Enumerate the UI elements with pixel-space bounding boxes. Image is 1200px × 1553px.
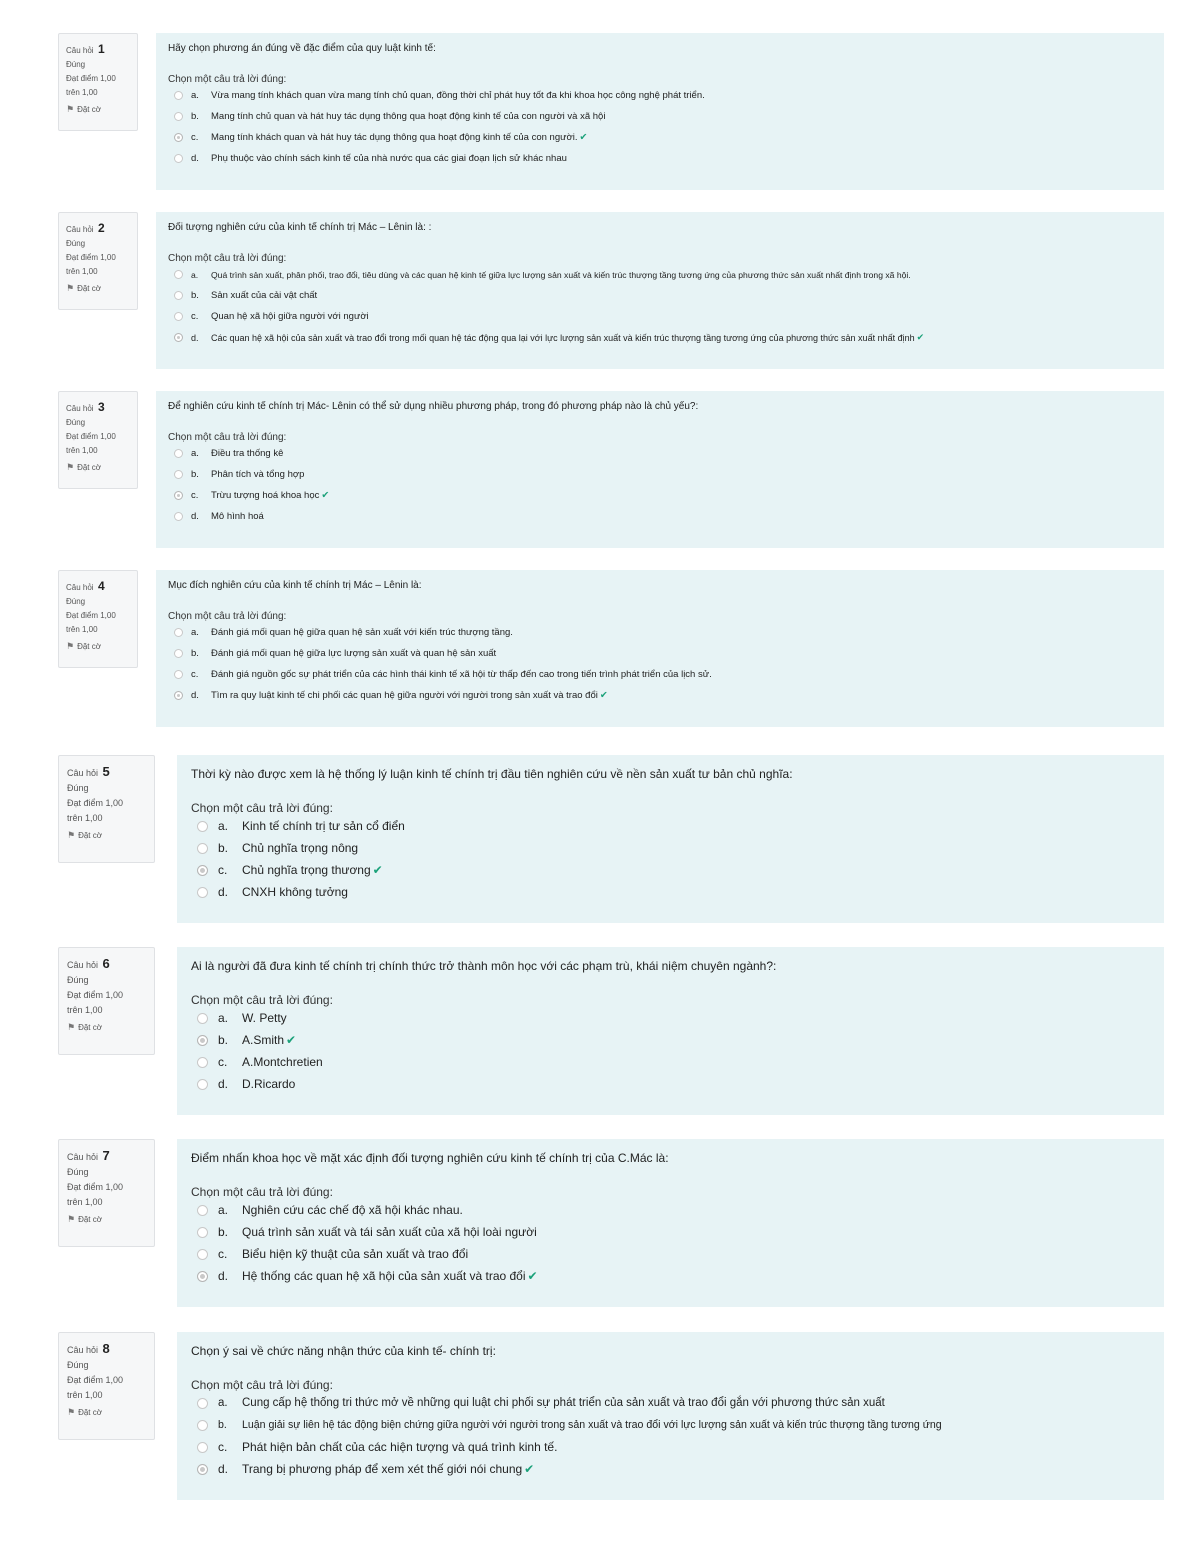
question-score: Đạt điểm 1,00 [66,432,116,441]
answer-text: Quan hệ xã hội giữa người với người [211,311,369,322]
answer-letter: a. [191,448,199,459]
answer-text: Mô hình hoá [211,511,264,522]
answer-list [168,622,1152,706]
answer-letter: d. [191,153,199,164]
answer-option[interactable] [168,506,1152,527]
answer-option[interactable] [191,1051,1150,1073]
flag-label: Đặt cờ [78,1408,102,1417]
answer-text: Biểu hiện kỹ thuật của sản xuất và trao đổi [242,1247,469,1261]
question-content [156,391,1164,548]
question-text: Thời kỳ nào được xem là hệ thống lý luận kinh tế chính trị đầu tiên nghiên cứu về nền sản xuất tư bản chủ nghĩa: [191,767,793,781]
answer-option[interactable] [168,85,1152,106]
question-number: 5 [102,764,110,779]
question-text: Chọn ý sai về chức năng nhận thức của kinh tế- chính trị: [191,1344,496,1358]
radio-button-selected[interactable] [174,491,183,500]
answer-letter: b. [191,111,199,122]
question-status: Đúng [67,783,89,793]
question-content [156,33,1164,190]
radio-button[interactable] [197,1227,208,1238]
flag-label: Đặt cờ [77,284,101,293]
radio-button[interactable] [197,1249,208,1260]
question-content [177,755,1164,923]
answer-option[interactable] [168,106,1152,127]
answer-prompt: Chọn một câu trả lời đúng: [191,801,333,815]
flag-question-button[interactable] [66,641,130,652]
answer-letter: a. [218,1203,229,1217]
radio-button-selected[interactable] [174,333,183,342]
answer-letter: a. [218,1011,229,1025]
question-text: Ai là người đã đưa kinh tế chính trị chính thức trở thành môn học với các phạm trù, khái niệm chuyên ngành?: [191,959,777,973]
question-3 [58,391,1164,548]
question-6 [58,947,1164,1115]
answer-letter: b. [218,1033,229,1047]
answer-letter: d. [218,1462,229,1476]
question-status: Đúng [67,1167,89,1177]
radio-button[interactable] [197,887,208,898]
answer-text: Chủ nghĩa trọng thương [242,863,371,877]
answer-option[interactable] [168,127,1152,148]
answer-option[interactable] [191,1073,1150,1095]
question-label: Câu hỏi [66,46,94,55]
answer-prompt: Chọn một câu trả lời đúng: [168,432,287,443]
answer-text: W. Petty [242,1011,287,1025]
question-5 [58,755,1164,923]
flag-icon: ⚑ [67,1022,76,1032]
question-text: Điểm nhấn khoa học về mặt xác định đối tượng nghiên cứu kinh tế chính trị của C.Mác là: [191,1151,669,1165]
question-info [58,755,155,863]
radio-button[interactable] [197,1442,208,1453]
answer-text: Quá trình sản xuất, phân phối, trao đổi, tiêu dùng và các quan hệ kinh tế giữa lực lượng sản xuất và kiến trúc thượng tầng tương ứng của phương thức sản xuất nhất định trong xã hội. [211,269,911,280]
radio-button[interactable] [197,1013,208,1024]
answer-letter: d. [191,690,199,701]
answer-list [168,264,1152,348]
answer-text: Đánh giá mối quan hệ giữa lực lượng sản xuất và quan hệ sản xuất [211,648,497,659]
question-label: Câu hỏi [67,768,99,778]
correct-check-icon: ✔ [916,332,925,342]
question-info [58,1139,155,1247]
answer-option[interactable] [168,643,1152,664]
answer-text: Nghiên cứu các chế độ xã hội khác nhau. [242,1203,463,1217]
question-info [58,212,138,310]
correct-check-icon: ✔ [579,132,588,143]
flag-question-button[interactable] [66,462,130,473]
answer-text: Đánh giá mối quan hệ giữa quan hệ sản xuất với kiến trúc thượng tầng. [211,627,513,638]
answer-text: Hệ thống các quan hệ xã hội của sản xuất và trao đổi [242,1269,526,1283]
question-score-max: trên 1,00 [67,813,103,823]
answer-option[interactable] [168,264,1152,285]
question-score-max: trên 1,00 [66,446,98,455]
radio-button[interactable] [174,449,183,458]
answer-letter: b. [191,290,199,301]
answer-text: Mang tính chủ quan và hát huy tác dụng thông qua hoạt động kinh tế của con người và xã hội [211,111,606,122]
question-text: Đối tượng nghiên cứu của kinh tế chính trị Mác – Lênin là: : [168,222,432,233]
answer-letter: a. [191,90,199,101]
answer-option[interactable] [191,1265,1150,1287]
flag-label: Đặt cờ [77,642,101,651]
radio-button[interactable] [197,1079,208,1090]
answer-option[interactable] [191,1007,1150,1029]
flag-label: Đặt cờ [78,1215,102,1224]
answer-letter: a. [191,269,199,280]
answer-text: Cung cấp hệ thống tri thức mở về những qui luật chi phối sự phát triển của sản xuất và trao đổi gắn với phương thức sản xuất [242,1397,885,1409]
answer-option[interactable] [168,443,1152,464]
question-number: 1 [98,42,105,56]
flag-icon: ⚑ [66,641,75,651]
question-score: Đạt điểm 1,00 [67,798,124,808]
radio-button[interactable] [174,154,183,163]
flag-icon: ⚑ [66,104,75,114]
answer-prompt: Chọn một câu trả lời đúng: [191,1378,333,1392]
answer-text: Điều tra thống kê [211,448,284,459]
answer-text: Sản xuất của cải vật chất [211,290,318,301]
radio-button[interactable] [174,312,183,321]
answer-option[interactable] [191,1221,1150,1243]
question-score-max: trên 1,00 [66,625,98,634]
answer-text: A.Smith [242,1033,285,1047]
radio-button[interactable] [174,270,183,279]
answer-letter: d. [191,511,199,522]
answer-list [191,815,1150,903]
answer-option[interactable] [191,1029,1150,1051]
question-label: Câu hỏi [67,960,99,970]
answer-letter: c. [218,863,228,877]
answer-list [168,443,1152,527]
radio-button[interactable] [197,1420,208,1431]
answer-letter: b. [191,648,199,659]
answer-letter: a. [191,627,199,638]
correct-check-icon: ✔ [372,863,383,877]
radio-button[interactable] [174,670,183,679]
question-score: Đạt điểm 1,00 [66,253,116,262]
answer-text: Mang tính khách quan và hát huy tác dụng thông qua hoạt động kinh tế của con người. [211,132,578,143]
answer-prompt: Chọn một câu trả lời đúng: [168,253,287,264]
answer-text: Quá trình sản xuất và tái sản xuất của xã hội loài người [242,1225,537,1239]
question-number: 8 [102,1341,110,1356]
question-1 [58,33,1164,190]
question-info [58,570,138,668]
radio-button[interactable] [174,112,183,121]
answer-option[interactable] [191,881,1150,903]
radio-button-selected[interactable] [197,1035,208,1046]
question-status: Đúng [66,60,86,69]
question-8 [58,1332,1164,1500]
radio-button[interactable] [174,291,183,300]
question-info [58,391,138,489]
answer-option[interactable] [168,622,1152,643]
answer-option[interactable] [191,837,1150,859]
question-label: Câu hỏi [66,404,94,413]
question-status: Đúng [66,418,86,427]
flag-label: Đặt cờ [77,105,101,114]
question-label: Câu hỏi [67,1152,99,1162]
question-4 [58,570,1164,727]
flag-question-button[interactable] [67,830,146,841]
answer-text: Trang bị phương pháp để xem xét thế giới nói chung [242,1462,523,1476]
question-info [58,947,155,1055]
question-score: Đạt điểm 1,00 [67,1375,124,1385]
flag-icon: ⚑ [66,462,75,472]
question-content [156,212,1164,369]
answer-option[interactable] [191,1458,1150,1480]
question-content [177,1332,1164,1500]
answer-text: Phụ thuộc vào chính sách kinh tế của nhà nước qua các giai đoạn lịch sử khác nhau [211,153,567,164]
radio-button-selected[interactable] [174,691,183,700]
answer-option[interactable] [191,1243,1150,1265]
question-score: Đạt điểm 1,00 [67,1182,124,1192]
correct-check-icon: ✔ [286,1033,297,1047]
answer-text: CNXH không tưởng [242,885,348,899]
question-content [177,947,1164,1115]
flag-icon: ⚑ [67,1407,76,1417]
question-number: 2 [98,221,105,235]
question-score: Đạt điểm 1,00 [66,611,116,620]
answer-option[interactable] [168,285,1152,306]
question-status: Đúng [67,1360,89,1370]
radio-button[interactable] [174,649,183,658]
answer-list [191,1007,1150,1095]
radio-button[interactable] [197,1057,208,1068]
flag-label: Đặt cờ [78,831,102,840]
answer-option[interactable] [168,485,1152,506]
question-score-max: trên 1,00 [67,1390,103,1400]
answer-text: Kinh tế chính trị tư sản cổ điển [242,819,405,833]
question-7 [58,1139,1164,1307]
answer-option[interactable] [191,1436,1150,1458]
answer-option[interactable] [168,664,1152,685]
question-score: Đạt điểm 1,00 [66,74,116,83]
answer-letter: d. [218,1077,229,1091]
flag-icon: ⚑ [66,283,75,293]
answer-option[interactable] [191,859,1150,881]
answer-list [168,85,1152,169]
answer-option[interactable] [191,1392,1150,1414]
answer-text: D.Ricardo [242,1077,296,1091]
question-number: 6 [102,956,110,971]
question-text: Mục đích nghiên cứu của kinh tế chính trị Mác – Lênin là: [168,580,422,591]
radio-button[interactable] [197,843,208,854]
answer-letter: d. [218,1269,229,1283]
answer-text: Luận giải sự liên hệ tác động biện chứng giữa người với người trong sản xuất và trao đổi với lực lượng sản xuất và kiến trúc thượng tầng tương ứng [242,1419,942,1431]
question-label: Câu hỏi [66,225,94,234]
flag-question-button[interactable] [67,1022,146,1033]
question-score-max: trên 1,00 [67,1197,103,1207]
answer-text: Chủ nghĩa trọng nông [242,841,359,855]
answer-letter: b. [218,1225,229,1239]
answer-letter: c. [218,1055,228,1069]
question-text: Hãy chọn phương án đúng về đặc điểm của quy luật kinh tế: [168,43,436,54]
answer-prompt: Chọn một câu trả lời đúng: [191,1185,333,1199]
answer-list [191,1199,1150,1287]
answer-letter: d. [191,332,199,343]
question-number: 4 [98,579,105,593]
question-status: Đúng [66,597,86,606]
correct-check-icon: ✔ [524,1462,535,1476]
question-label: Câu hỏi [66,583,94,592]
question-score-max: trên 1,00 [67,1005,103,1015]
answer-letter: c. [191,311,199,322]
answer-prompt: Chọn một câu trả lời đúng: [168,74,287,85]
flag-question-button[interactable] [67,1214,146,1225]
question-score-max: trên 1,00 [66,267,98,276]
question-2 [58,212,1164,369]
answer-letter: a. [218,1397,228,1409]
answer-prompt: Chọn một câu trả lời đúng: [168,611,287,622]
radio-button-selected[interactable] [174,133,183,142]
question-score-max: trên 1,00 [66,88,98,97]
answer-option[interactable] [168,685,1152,706]
answer-option[interactable] [168,148,1152,169]
answer-option[interactable] [168,464,1152,485]
answer-letter: b. [218,841,229,855]
question-content [177,1139,1164,1307]
correct-check-icon: ✔ [321,490,330,501]
flag-question-button[interactable] [67,1407,146,1418]
answer-text: Các quan hệ xã hội của sản xuất và trao đổi trong mối quan hệ tác động qua lại với lực lượng sản xuất và kiến trúc thượng tầng tương ứng của phương thức sản xuất nhất định [211,332,915,343]
answer-letter: c. [191,490,199,501]
question-number: 7 [102,1148,110,1163]
answer-text: Phát hiện bản chất của các hiện tượng và quá trình kinh tế. [242,1440,558,1454]
radio-button-selected[interactable] [197,1464,208,1475]
answer-text: Trừu tượng hoá khoa học [211,490,320,501]
radio-button-selected[interactable] [197,865,208,876]
flag-icon: ⚑ [67,1214,76,1224]
radio-button[interactable] [197,1205,208,1216]
answer-option[interactable] [168,327,1152,348]
answer-text: Phân tích và tổng hợp [211,469,305,480]
answer-text: Vừa mang tính khách quan vừa mang tính chủ quan, đồng thời chỉ phát huy tốt đa khi khoa học công nghệ phát triển. [211,90,705,101]
radio-button[interactable] [174,512,183,521]
question-text: Để nghiên cứu kinh tế chính trị Mác- Lênin có thể sử dụng nhiều phương pháp, trong đó phương pháp nào là chủ yếu?: [168,401,699,412]
flag-label: Đặt cờ [78,1023,102,1032]
question-info [58,33,138,131]
flag-icon: ⚑ [67,830,76,840]
answer-option[interactable] [191,1199,1150,1221]
radio-button[interactable] [174,91,183,100]
radio-button[interactable] [174,628,183,637]
radio-button[interactable] [197,821,208,832]
answer-letter: d. [218,885,229,899]
answer-letter: b. [191,469,199,480]
question-status: Đúng [67,975,89,985]
radio-button[interactable] [174,470,183,479]
answer-option[interactable] [191,815,1150,837]
answer-letter: c. [191,132,199,143]
question-status: Đúng [66,239,86,248]
flag-label: Đặt cờ [77,463,101,472]
answer-letter: c. [218,1247,228,1261]
flag-question-button[interactable] [66,283,130,294]
answer-list [191,1392,1150,1480]
answer-text: Tìm ra quy luật kinh tế chi phối các quan hệ giữa người với người trong sản xuất và trao đổi [211,690,598,701]
answer-text: Đánh giá nguồn gốc sự phát triển của các hình thái kinh tế xã hội từ thấp đến cao trong tiến trình phát triển của lịch sử. [211,669,712,680]
answer-text: A.Montchretien [242,1055,323,1069]
question-info [58,1332,155,1440]
flag-question-button[interactable] [66,104,130,115]
answer-option[interactable] [168,306,1152,327]
question-label: Câu hỏi [67,1345,99,1355]
correct-check-icon: ✔ [599,690,608,701]
answer-letter: a. [218,819,229,833]
radio-button-selected[interactable] [197,1271,208,1282]
question-number: 3 [98,400,105,414]
question-score: Đạt điểm 1,00 [67,990,124,1000]
question-content [156,570,1164,727]
radio-button[interactable] [197,1398,208,1409]
answer-prompt: Chọn một câu trả lời đúng: [191,993,333,1007]
answer-option[interactable] [191,1414,1150,1436]
correct-check-icon: ✔ [527,1269,538,1283]
answer-letter: c. [218,1440,228,1454]
answer-letter: b. [218,1419,227,1431]
answer-letter: c. [191,669,199,680]
